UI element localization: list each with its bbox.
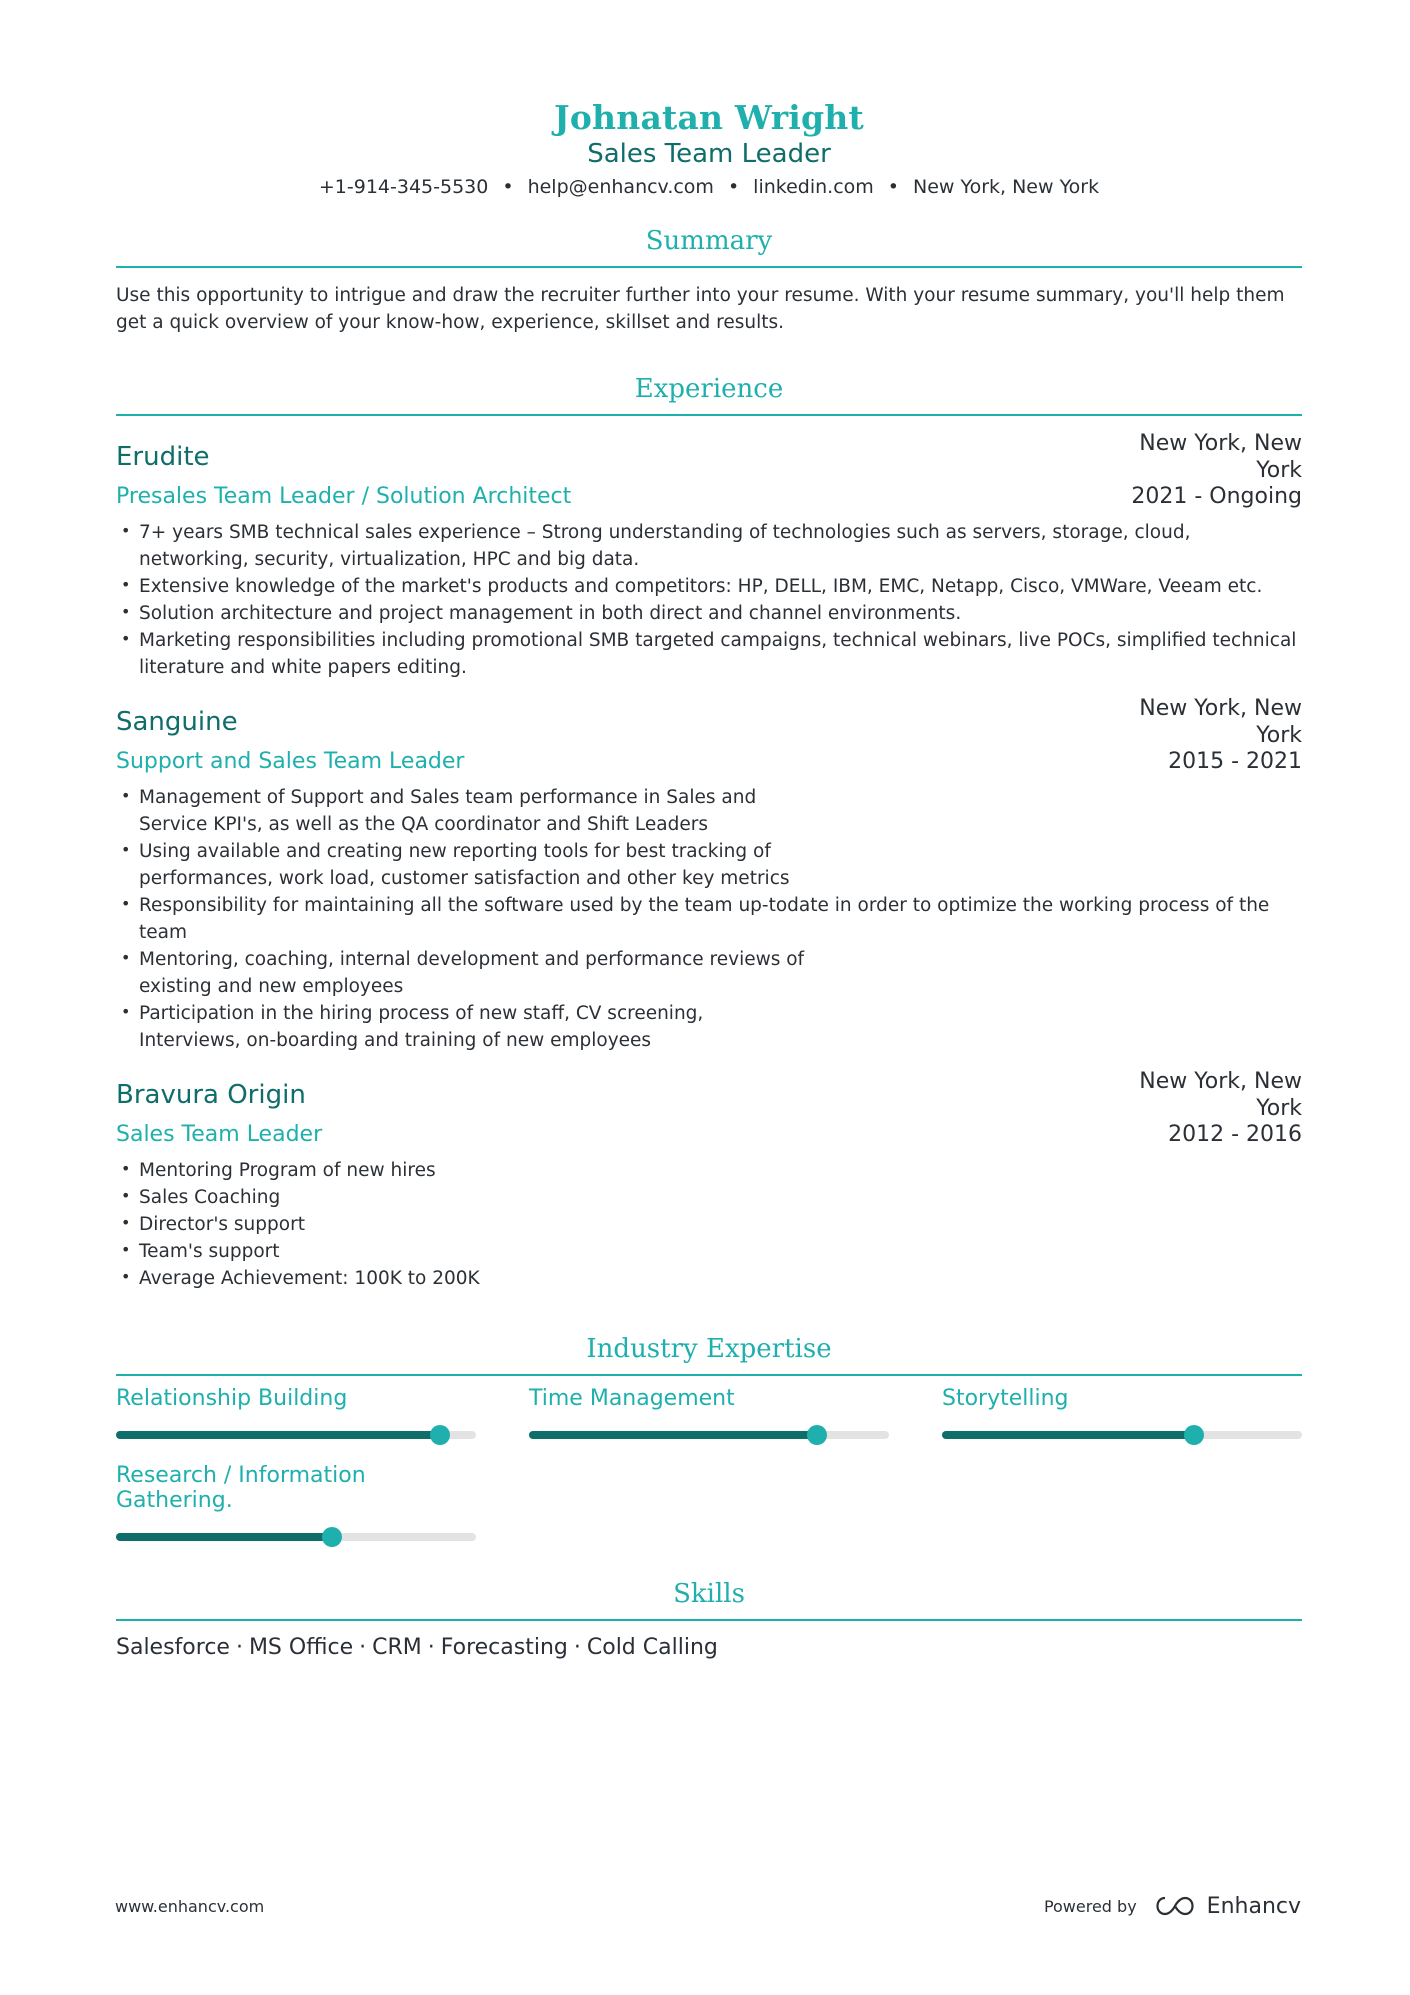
expertise-bar-knob (1184, 1425, 1204, 1445)
job-dates: 2021 - Ongoing (1131, 484, 1302, 510)
skill-separator: · (573, 1635, 581, 1661)
job-company: Sanguine (116, 707, 238, 738)
list-item: • 7+ years SMB technical sales experience – Strong understanding of technologies such as servers, storage, cloud, networking, security, virtualization, HPC and big data. (116, 519, 1302, 573)
expertise-title: Industry Expertise (116, 1334, 1302, 1376)
contact-line (116, 176, 1302, 198)
job-bullets (116, 784, 1302, 1054)
footer-url[interactable]: www.enhancv.com (115, 1896, 265, 1916)
list-item: • Average Achievement: 100K to 200K (116, 1265, 1302, 1292)
job-location: New York, New York (1139, 696, 1302, 749)
expertise-item (116, 1386, 476, 1439)
expertise-bar-fill (942, 1431, 1194, 1439)
skills-list (116, 1635, 1302, 1660)
candidate-role: Sales Team Leader (587, 139, 831, 170)
skill-tag: Salesforce (116, 1635, 230, 1661)
job-company: Erudite (116, 442, 210, 473)
expertise-name: Relationship Building (116, 1386, 348, 1412)
skills-section (116, 1579, 1302, 1660)
skill-separator: · (427, 1635, 435, 1661)
expertise-bar (529, 1431, 889, 1439)
resume-header (116, 100, 1302, 198)
expertise-item (942, 1386, 1302, 1439)
expertise-name: Research / Information Gathering. (116, 1463, 366, 1514)
list-item: • Team's support (116, 1238, 1302, 1265)
skill-separator: · (235, 1635, 243, 1661)
list-item: • Extensive knowledge of the market's products and competitors: HP, DELL, IBM, EMC, Netapp, Cisco, VMWare, Veeam etc. (116, 573, 1302, 600)
job-bullets (116, 1157, 1302, 1292)
job-dates: 2012 - 2016 (1168, 1122, 1302, 1148)
skill-tag: Forecasting (440, 1635, 568, 1661)
contact-separator: • (887, 176, 900, 199)
candidate-name: Johnatan Wright (554, 98, 864, 137)
list-item: • Responsibility for maintaining all the software used by the team up-todate in order to optimize the working process of the team (116, 892, 1302, 946)
expertise-bar (942, 1431, 1302, 1439)
expertise-item (116, 1463, 476, 1541)
job-location: New York, New York (1139, 1069, 1302, 1122)
expertise-bar-fill (116, 1533, 332, 1541)
skill-separator: · (359, 1635, 367, 1661)
list-item: • Marketing responsibilities including promotional SMB targeted campaigns, technical webinars, live POCs, simplified technical literature and white papers editing. (116, 627, 1302, 681)
skill-tag: Cold Calling (586, 1635, 718, 1661)
list-item: • Management of Support and Sales team performance in Sales and Service KPI's, as well as the QA coordinator and Shift Leaders (116, 784, 779, 838)
list-item: • Participation in the hiring process of new staff, CV screening, Interviews, on-boarding and training of new employees (116, 1000, 739, 1054)
list-item: • Mentoring Program of new hires (116, 1157, 1302, 1184)
job-position: Sales Team Leader (116, 1122, 323, 1148)
summary-section (116, 226, 1302, 336)
expertise-grid (116, 1386, 1302, 1565)
powered-by-label: Powered by (1043, 1896, 1137, 1916)
contact-phone: +1-914-345-5530 (318, 176, 489, 199)
job-entry (116, 1068, 1302, 1292)
job-entry (116, 695, 1302, 1054)
skill-tag: CRM (372, 1635, 422, 1661)
job-entry (116, 430, 1302, 681)
expertise-bar-knob (322, 1527, 342, 1547)
job-position: Support and Sales Team Leader (116, 749, 465, 775)
list-item: • Mentoring, coaching, internal development and performance reviews of existing and new employees (116, 946, 819, 1000)
contact-separator: • (502, 176, 514, 199)
job-location: New York, New York (1139, 431, 1302, 484)
expertise-item (529, 1386, 889, 1439)
expertise-name: Time Management (529, 1386, 735, 1412)
resume-page (116, 100, 1302, 1660)
enhancv-logo[interactable] (1151, 1893, 1301, 1919)
list-item: • Sales Coaching (116, 1184, 1302, 1211)
list-item: • Solution architecture and project management in both direct and channel environments. (116, 600, 1302, 627)
experience-section (116, 374, 1302, 1292)
expertise-bar-knob (430, 1425, 450, 1445)
expertise-section (116, 1334, 1302, 1565)
contact-email[interactable]: help@enhancv.com (527, 176, 714, 199)
experience-title: Experience (116, 374, 1302, 416)
summary-title: Summary (116, 226, 1302, 268)
skills-title: Skills (116, 1579, 1302, 1621)
expertise-bar (116, 1533, 476, 1541)
summary-text: Use this opportunity to intrigue and draw the recruiter further into your resume. With your resume summary, you'll help them get a quick overview of your know-how, experience, skillset and results. (116, 285, 1285, 334)
list-item: • Director's support (116, 1211, 1302, 1238)
contact-separator: • (727, 176, 740, 199)
contact-location: New York, New York (913, 176, 1100, 199)
expertise-bar-knob (807, 1425, 827, 1445)
skill-tag: MS Office (248, 1635, 354, 1661)
contact-linkedin[interactable]: linkedin.com (753, 176, 874, 199)
enhancv-logo-icon (1151, 1893, 1199, 1919)
brand-name: Enhancv (1206, 1893, 1301, 1919)
page-footer (115, 1893, 1301, 1919)
job-dates: 2015 - 2021 (1168, 749, 1302, 775)
job-bullets (116, 519, 1302, 681)
job-company: Bravura Origin (116, 1080, 306, 1111)
job-position: Presales Team Leader / Solution Architect (116, 484, 572, 510)
expertise-bar (116, 1431, 476, 1439)
list-item: • Using available and creating new reporting tools for best tracking of performances, work load, customer satisfaction and other key metrics (116, 838, 819, 892)
expertise-bar-fill (116, 1431, 440, 1439)
expertise-name: Storytelling (942, 1386, 1069, 1412)
footer-branding (1044, 1893, 1301, 1919)
expertise-bar-fill (529, 1431, 817, 1439)
